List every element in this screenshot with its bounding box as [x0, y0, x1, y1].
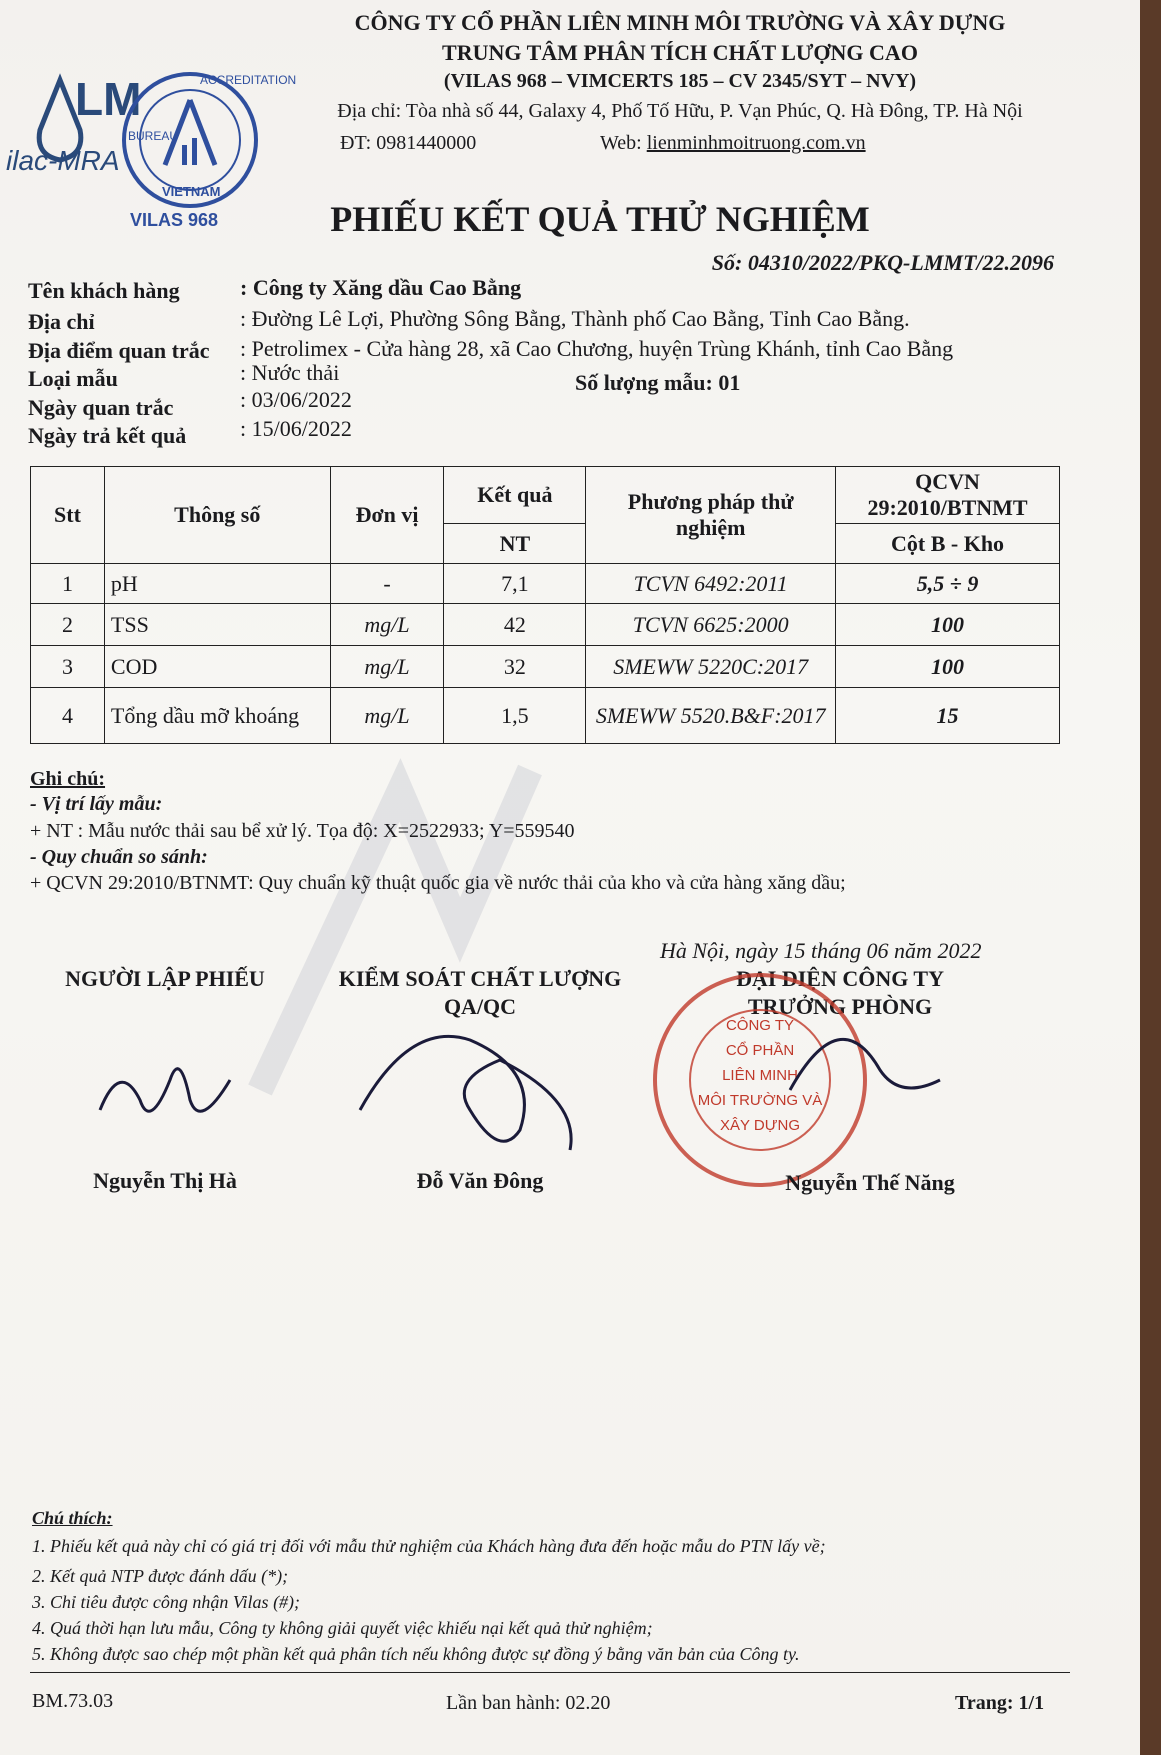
- form-code: BM.73.03: [32, 1690, 114, 1712]
- stamp-code-text: VILAS 968: [130, 210, 219, 230]
- seal-line: CÔNG TY: [725, 1017, 795, 1034]
- company-seal-icon: [640, 960, 980, 1200]
- row-method: SMEWW 5520.B&F:2017: [586, 688, 836, 744]
- document-number: Số: 04310/2022/PKQ-LMMT/22.2096: [711, 250, 1054, 275]
- sample-count: Số lượng mẫu: 01: [575, 370, 741, 395]
- footnote-item: 3. Chỉ tiêu được công nhận Vilas (#);: [32, 1592, 301, 1612]
- header-column-b: Cột B - Kho: [836, 524, 1060, 564]
- company-name: CÔNG TY CỔ PHẦN LIÊN MINH MÔI TRƯỜNG VÀ XÂY DỰNG: [354, 10, 1006, 35]
- footnote-item: 2. Kết quả NTP được đánh dấu (*);: [32, 1566, 289, 1586]
- header-method: Phương pháp thử nghiệm: [586, 467, 836, 564]
- footnote-item: 5. Không được sao chép một phần kết quả phân tích nếu không được sự đồng ý bằng văn bản của Công ty.: [32, 1644, 800, 1664]
- qc-subtitle: QA/QC: [443, 994, 517, 1019]
- footnote-item: 1. Phiếu kết quả này chỉ có giá trị đối với mẫu thử nghiệm của Khách hàng đưa đến hoặc mẫu do PTN lấy về;: [32, 1536, 826, 1556]
- customer-label: Tên khách hàng: [28, 278, 180, 303]
- edition: Lần ban hành: 02.20: [446, 1692, 611, 1714]
- row-parameter: Tổng dầu mỡ khoáng: [104, 688, 330, 744]
- seal-line: MÔI TRƯỜNG VÀ: [697, 1092, 823, 1109]
- footer-divider: [30, 1672, 1070, 1673]
- company-address: Địa chỉ: Tòa nhà số 44, Galaxy 4, Phố Tố Hữu, P. Vạn Phúc, Q. Hà Đông, TP. Hà Nội: [337, 100, 1023, 122]
- row-unit: mg/L: [330, 604, 444, 646]
- sample-type-label: Loại mẫu: [28, 366, 118, 391]
- table-row: [31, 646, 1060, 688]
- row-method: TCVN 6625:2000: [586, 604, 836, 646]
- stamp-left-text: BUREAU: [128, 129, 179, 143]
- footnotes-title: Chú thích:: [32, 1508, 113, 1528]
- row-result: 32: [444, 646, 586, 688]
- ilac-text: ilac-MRA: [6, 145, 120, 176]
- row-result: 42: [444, 604, 586, 646]
- header-parameter: Thông số: [104, 467, 330, 564]
- document-title: PHIẾU KẾT QUẢ THỬ NGHIỆM: [330, 199, 870, 239]
- return-date-label: Ngày trả kết quả: [28, 423, 187, 448]
- page-number: Trang: 1/1: [955, 1692, 1045, 1714]
- row-stt: 2: [31, 604, 105, 646]
- monitor-date-label: Ngày quan trắc: [28, 395, 174, 420]
- header-nt: NT: [444, 524, 586, 564]
- qc-name: Đỗ Văn Đông: [416, 1168, 544, 1193]
- table-row: [31, 564, 1060, 604]
- seal-line: LIÊN MINH: [722, 1067, 798, 1084]
- creator-title: NGƯỜI LẬP PHIẾU: [65, 966, 265, 991]
- stamp-bottom-text: VIETNAM: [162, 184, 221, 199]
- accreditation-codes: (VILAS 968 – VIMCERTS 185 – CV 2345/SYT – NVY): [443, 70, 917, 92]
- row-unit: mg/L: [330, 646, 444, 688]
- brand-text: LM: [75, 73, 142, 125]
- header-stt: Stt: [31, 467, 105, 564]
- row-method: TCVN 6492:2011: [586, 564, 836, 604]
- creator-signature-icon: [80, 1040, 280, 1150]
- row-parameter: COD: [104, 646, 330, 688]
- row-unit: -: [330, 564, 444, 604]
- notes-standard-title: - Quy chuẩn so sánh:: [30, 846, 208, 868]
- creator-name: Nguyễn Thị Hà: [93, 1168, 237, 1193]
- header-unit: Đơn vị: [330, 467, 444, 564]
- site-value: : Petrolimex - Cửa hàng 28, xã Cao Chương, huyện Trùng Khánh, tỉnh Cao Bằng: [240, 336, 954, 361]
- notes-position-title: - Vị trí lấy mẫu:: [30, 793, 163, 815]
- site-label: Địa điểm quan trắc: [28, 338, 210, 363]
- monitor-date-value: : 03/06/2022: [240, 387, 352, 412]
- return-date-value: : 15/06/2022: [240, 416, 352, 441]
- seal-line: CỔ PHẦN: [725, 1042, 795, 1059]
- row-limit: 15: [836, 688, 1060, 744]
- row-result: 1,5: [444, 688, 586, 744]
- rep-subtitle: TRƯỞNG PHÒNG: [747, 994, 933, 1019]
- customer-value: : Công ty Xăng dầu Cao Bằng: [240, 275, 522, 300]
- place-date: Hà Nội, ngày 15 tháng 06 năm 2022: [660, 938, 982, 963]
- sample-type-value: : Nước thải: [240, 360, 340, 385]
- row-stt: 3: [31, 646, 105, 688]
- company-website: [600, 132, 866, 155]
- row-stt: 1: [31, 564, 105, 604]
- notes-standard-text: + QCVN 29:2010/BTNMT: Quy chuẩn kỹ thuật quốc gia về nước thải của kho và cửa hàng xăng dầu;: [30, 872, 846, 894]
- notes-position-text: + NT : Mẫu nước thải sau bể xử lý. Tọa độ: X=2522933; Y=559540: [30, 820, 575, 842]
- row-parameter: TSS: [104, 604, 330, 646]
- row-parameter: pH: [104, 564, 330, 604]
- footnote-item: 4. Quá thời hạn lưu mẫu, Công ty không giải quyết việc khiếu nại kết quả thử nghiệm;: [32, 1618, 653, 1638]
- row-limit: 5,5 ÷ 9: [836, 564, 1060, 604]
- row-stt: 4: [31, 688, 105, 744]
- stamp-top-text: ACCREDITATION: [200, 73, 297, 87]
- row-limit: 100: [836, 604, 1060, 646]
- qc-title: KIỂM SOÁT CHẤT LƯỢNG: [338, 966, 622, 991]
- seal-line: XÂY DỰNG: [719, 1117, 801, 1134]
- notes-title: Ghi chú:: [30, 768, 106, 790]
- address-label: Địa chỉ: [28, 309, 95, 334]
- table-row: [31, 604, 1060, 646]
- rep-title: ĐẠI DIỆN CÔNG TY: [735, 966, 944, 991]
- header-result: Kết quả: [444, 467, 586, 524]
- header-qcvn: QCVN 29:2010/BTNMT: [836, 467, 1060, 524]
- row-limit: 100: [836, 646, 1060, 688]
- qc-signature-icon: [320, 1000, 620, 1170]
- center-name: TRUNG TÂM PHÂN TÍCH CHẤT LƯỢNG CAO: [442, 40, 918, 65]
- web-link[interactable]: lienminhmoitruong.com.vn: [646, 132, 866, 154]
- row-method: SMEWW 5220C:2017: [586, 646, 836, 688]
- company-phone: ĐT: 0981440000: [340, 132, 477, 154]
- rep-name: Nguyễn Thế Năng: [785, 1170, 955, 1195]
- address-value: : Đường Lê Lợi, Phường Sông Bằng, Thành phố Cao Bằng, Tỉnh Cao Bằng.: [240, 306, 910, 331]
- results-table: [30, 466, 1060, 744]
- row-result: 7,1: [444, 564, 586, 604]
- web-label: Web:: [600, 132, 642, 154]
- row-unit: mg/L: [330, 688, 444, 744]
